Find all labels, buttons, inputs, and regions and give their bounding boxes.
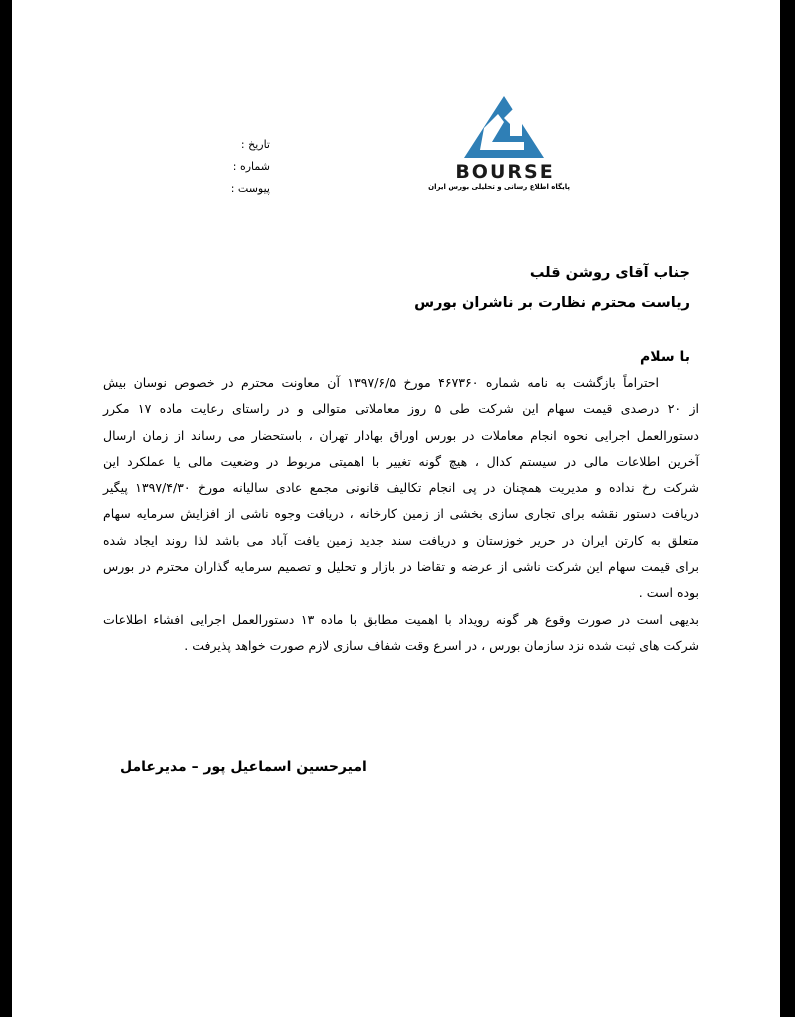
body-line: برای قیمت سهام این شرکت ناشی از عرضه و تقاضا در بازار و تحلیل و تصمیم سرمایه گذاران محترم در بورس bbox=[103, 559, 699, 575]
body-line: احتراماً بازگشت به نامه شماره ۴۶۷۳۶۰ مورخ ۱۳۹۷/۶/۵ آن معاونت محترم در خصوص نوسان بیش bbox=[103, 375, 659, 390]
body-line: بدیهی است در صورت وقوع هر گونه رویداد با اهمیت مطابق با ماده ۱۳ دستورالعمل اجرایی افشاء اطلاعات bbox=[103, 611, 700, 627]
bourse-logo bbox=[428, 92, 570, 200]
body-line: دستورالعمل اجرایی نحوه انجام معاملات در بورس اوراق بهادار تهران ، باستحضار می رساند از زمان ارسال bbox=[103, 427, 699, 443]
body-line: دریافت دستور نقشه برای تجاری سازی بخشی از زمین کارخانه ، دریافت وجوه ناشی از افزایش سرمایه سهام bbox=[103, 506, 699, 522]
number-label: شماره : bbox=[232, 160, 270, 173]
date-label: تاریخ : bbox=[240, 138, 270, 151]
body-line: متعلق به کارتن ایران در حریر خوزستان و دریافت سند جدید زمین یافت آباد می باشد لذا روند ایجاد شده bbox=[103, 532, 699, 548]
signature: امیرحسین اسماعیل پور – مدیرعامل bbox=[120, 759, 367, 775]
recipient-title: ریاست محترم نظارت بر ناشران بورس bbox=[414, 295, 690, 311]
recipient-name: جناب آقای روشن قلب bbox=[529, 265, 690, 281]
body-line: شرکت رخ نداده و مدیریت همچنان در پی انجام تکالیف قانونی مجمع عادی سالیانه مورخ ۱۳۹۷/۴/۳۰ پیگیر bbox=[103, 480, 699, 496]
recipient-block bbox=[290, 258, 690, 318]
greeting: با سلام bbox=[639, 349, 690, 365]
attachment-label: پیوست : bbox=[230, 182, 270, 195]
body-line: شرکت های ثبت شده نزد سازمان بورس ، در اسرع وقت شفاف سازی لازم صورت خواهد پذیرفت . bbox=[184, 637, 699, 653]
body-line: از ۲۰ درصدی قیمت سهام این شرکت طی ۵ روز معاملاتی متوالی و در راستای رعایت ماده ۱۷ مکرر bbox=[103, 401, 700, 417]
logo-wordmark: BOURSE bbox=[455, 161, 555, 182]
bourse-logo-graphic bbox=[440, 92, 570, 182]
logo-subtitle: پایگاه اطلاع رسانی و تحلیلی بورس ایران bbox=[428, 183, 570, 191]
body-line: بوده است . bbox=[638, 585, 699, 601]
letter-meta bbox=[180, 134, 270, 200]
body-line: آخرین اطلاعات مالی در سیستم کدال ، هیچ گونه تغییر با اهمیتی مربوط در وضعیت مالی یا عملکرد این bbox=[103, 453, 699, 469]
letter-page bbox=[12, 0, 780, 1017]
letter-body bbox=[103, 370, 699, 659]
